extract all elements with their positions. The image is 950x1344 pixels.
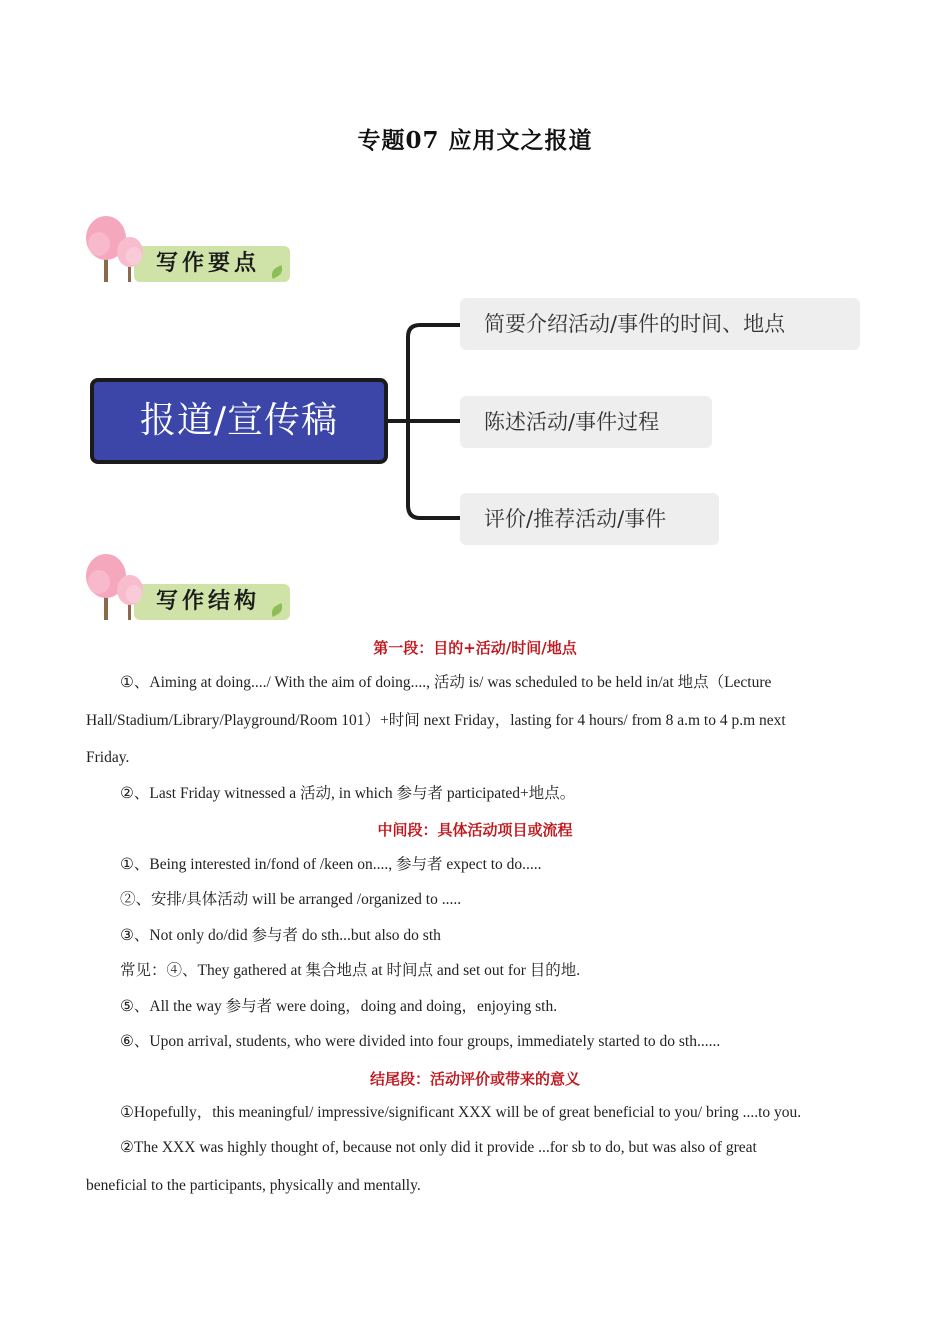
text-line: Hall/Stadium/Library/Playground/Room 101）+时间 next Friday，lasting for 4 hours/ from 8 a.m to 4 p.m next xyxy=(86,712,786,729)
text-line: ①Hopefully，this meaningful/ impressive/significant XXX will be of great beneficial to you/ bring ....to you. xyxy=(120,1104,802,1121)
section-header-points xyxy=(84,214,294,286)
text-line: ⑥、Upon arrival, students, who were divided into four groups, immediately started to do sth...... xyxy=(120,1033,721,1050)
text-line: beneficial to the participants, physically and mentally. xyxy=(86,1177,421,1194)
text-line: ②、安排/具体活动 will be arranged /organized to ..... xyxy=(120,891,462,908)
text-line: Friday. xyxy=(86,749,130,766)
leaf-icon xyxy=(269,603,285,617)
mindmap xyxy=(86,290,866,555)
tree-icon xyxy=(84,552,154,622)
text-line: ①、Being interested in/fond of /keen on...., 参与者 expect to do..... xyxy=(120,856,542,873)
section-header-structure xyxy=(84,552,294,624)
mindmap-branch-process: 陈述活动/事件过程 xyxy=(460,396,712,448)
text-line: 常见：④、They gathered at 集合地点 at 时间点 and set out for 目的地. xyxy=(120,962,581,979)
section-label: 写作结构 xyxy=(156,589,261,614)
text-line: ①、Aiming at doing..../ With the aim of doing...., 活动 is/ was scheduled to be held in/at 地点（Lecture xyxy=(120,674,772,691)
page-title: 专题07 应用文之报道 xyxy=(357,127,593,154)
mindmap-branch-evaluate: 评价/推荐活动/事件 xyxy=(460,493,719,545)
paragraph-heading-middle: 中间段：具体活动项目或流程 xyxy=(377,821,573,839)
text-line: ②、Last Friday witnessed a 活动, in which 参与者 participated+地点。 xyxy=(120,785,576,802)
mindmap-branch-time-place: 简要介绍活动/事件的时间、地点 xyxy=(460,298,860,350)
text-line: ③、Not only do/did 参与者 do sth...but also do sth xyxy=(120,927,441,944)
text-line: ②The XXX was highly thought of, because not only did it provide ...for sb to do, but was also of great xyxy=(120,1139,757,1156)
paragraph-heading-opening: 第一段：目的+活动/时间/地点 xyxy=(373,639,577,657)
paragraph-heading-closing: 结尾段：活动评价或带来的意义 xyxy=(369,1070,580,1088)
mindmap-root: 报道/宣传稿 xyxy=(90,378,388,464)
section-label: 写作要点 xyxy=(156,251,261,276)
leaf-icon xyxy=(269,265,285,279)
tree-icon xyxy=(84,214,154,284)
text-line: ⑤、All the way 参与者 were doing，doing and doing，enjoying sth. xyxy=(120,998,558,1015)
